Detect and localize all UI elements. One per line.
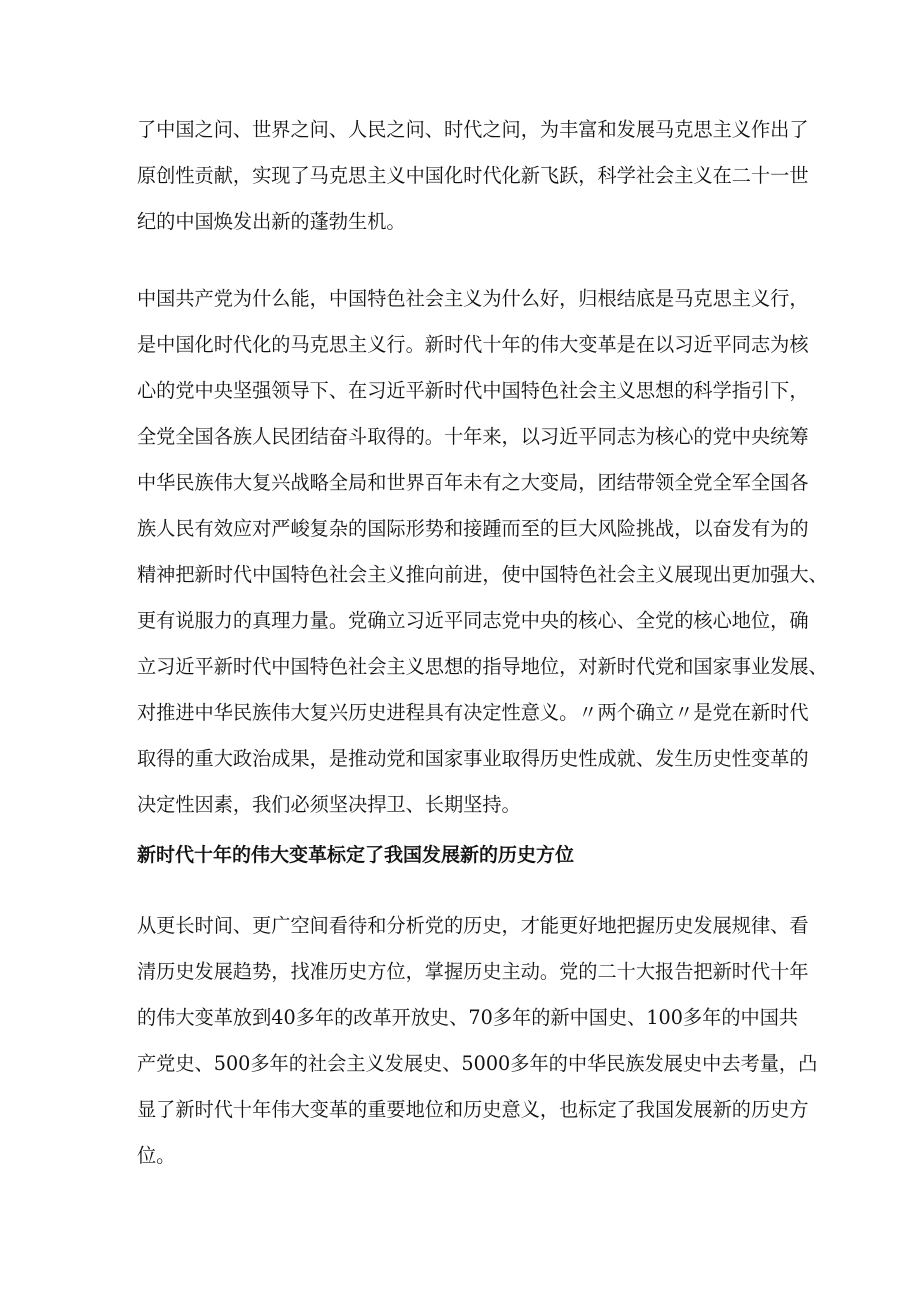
paragraph-line: 对推进中华民族伟大复兴历史进程具有决定性意义。〃两个确立〃是党在新时代 bbox=[137, 701, 809, 724]
paragraph-line: 中国共产党为什么能，中国特色社会主义为什么好，归根结底是马克思主义行， bbox=[137, 287, 809, 310]
paragraph-line: 的伟大变革放到40多年的改革开放史、70多年的新中国史、100多年的中国共 bbox=[137, 1006, 799, 1029]
paragraph-line: 了中国之问、世界之问、人民之问、时代之问，为丰富和发展马克思主义作出了 bbox=[137, 118, 809, 141]
paragraph-line: 立习近平新时代中国特色社会主义思想的指导地位，对新时代党和国家事业发展、 bbox=[137, 655, 828, 678]
paragraph-line: 产党史、500多年的社会主义发展史、5000多年的中华民族发展史中去考量，凸 bbox=[137, 1052, 818, 1075]
paragraph-line: 原创性贡献，实现了马克思主义中国化时代化新飞跃，科学社会主义在二十一世 bbox=[137, 164, 809, 187]
paragraph-line: 清历史发展趋势，找准历史方位，掌握历史主动。党的二十大报告把新时代十年 bbox=[137, 960, 809, 983]
paragraph-line: 精神把新时代中国特色社会主义推向前进，使中国特色社会主义展现出更加强大、 bbox=[137, 563, 828, 586]
paragraph-line: 位。 bbox=[137, 1144, 176, 1167]
paragraph-line: 显了新时代十年伟大变革的重要地位和历史意义，也标定了我国发展新的历史方 bbox=[137, 1098, 809, 1121]
paragraph-line: 心的党中央坚强领导下、在习近平新时代中国特色社会主义思想的科学指引下， bbox=[137, 379, 809, 402]
paragraph-line: 纪的中国焕发出新的蓬勃生机。 bbox=[137, 210, 406, 233]
section-heading: 新时代十年的伟大变革标定了我国发展新的历史方位 bbox=[137, 844, 575, 866]
paragraph-line: 族人民有效应对严峻复杂的国际形势和接踵而至的巨大风险挑战，以奋发有为的 bbox=[137, 517, 809, 540]
paragraph-line: 全党全国各族人民团结奋斗取得的。十年来，以习近平同志为核心的党中央统筹 bbox=[137, 425, 809, 448]
paragraph-line: 从更长时间、更广空间看待和分析党的历史，才能更好地把握历史发展规律、看 bbox=[137, 914, 809, 937]
paragraph-line: 决定性因素，我们必须坚决捍卫、长期坚持。 bbox=[137, 793, 521, 816]
paragraph-line: 是中国化时代化的马克思主义行。新时代十年的伟大变革是在以习近平同志为核 bbox=[137, 333, 809, 356]
paragraph-line: 中华民族伟大复兴战略全局和世界百年未有之大变局，团结带领全党全军全国各 bbox=[137, 471, 809, 494]
paragraph-line: 取得的重大政治成果，是推动党和国家事业取得历史性成就、发生历史性变革的 bbox=[137, 747, 809, 770]
paragraph-line: 更有说服力的真理力量。党确立习近平同志党中央的核心、全党的核心地位，确 bbox=[137, 609, 809, 632]
